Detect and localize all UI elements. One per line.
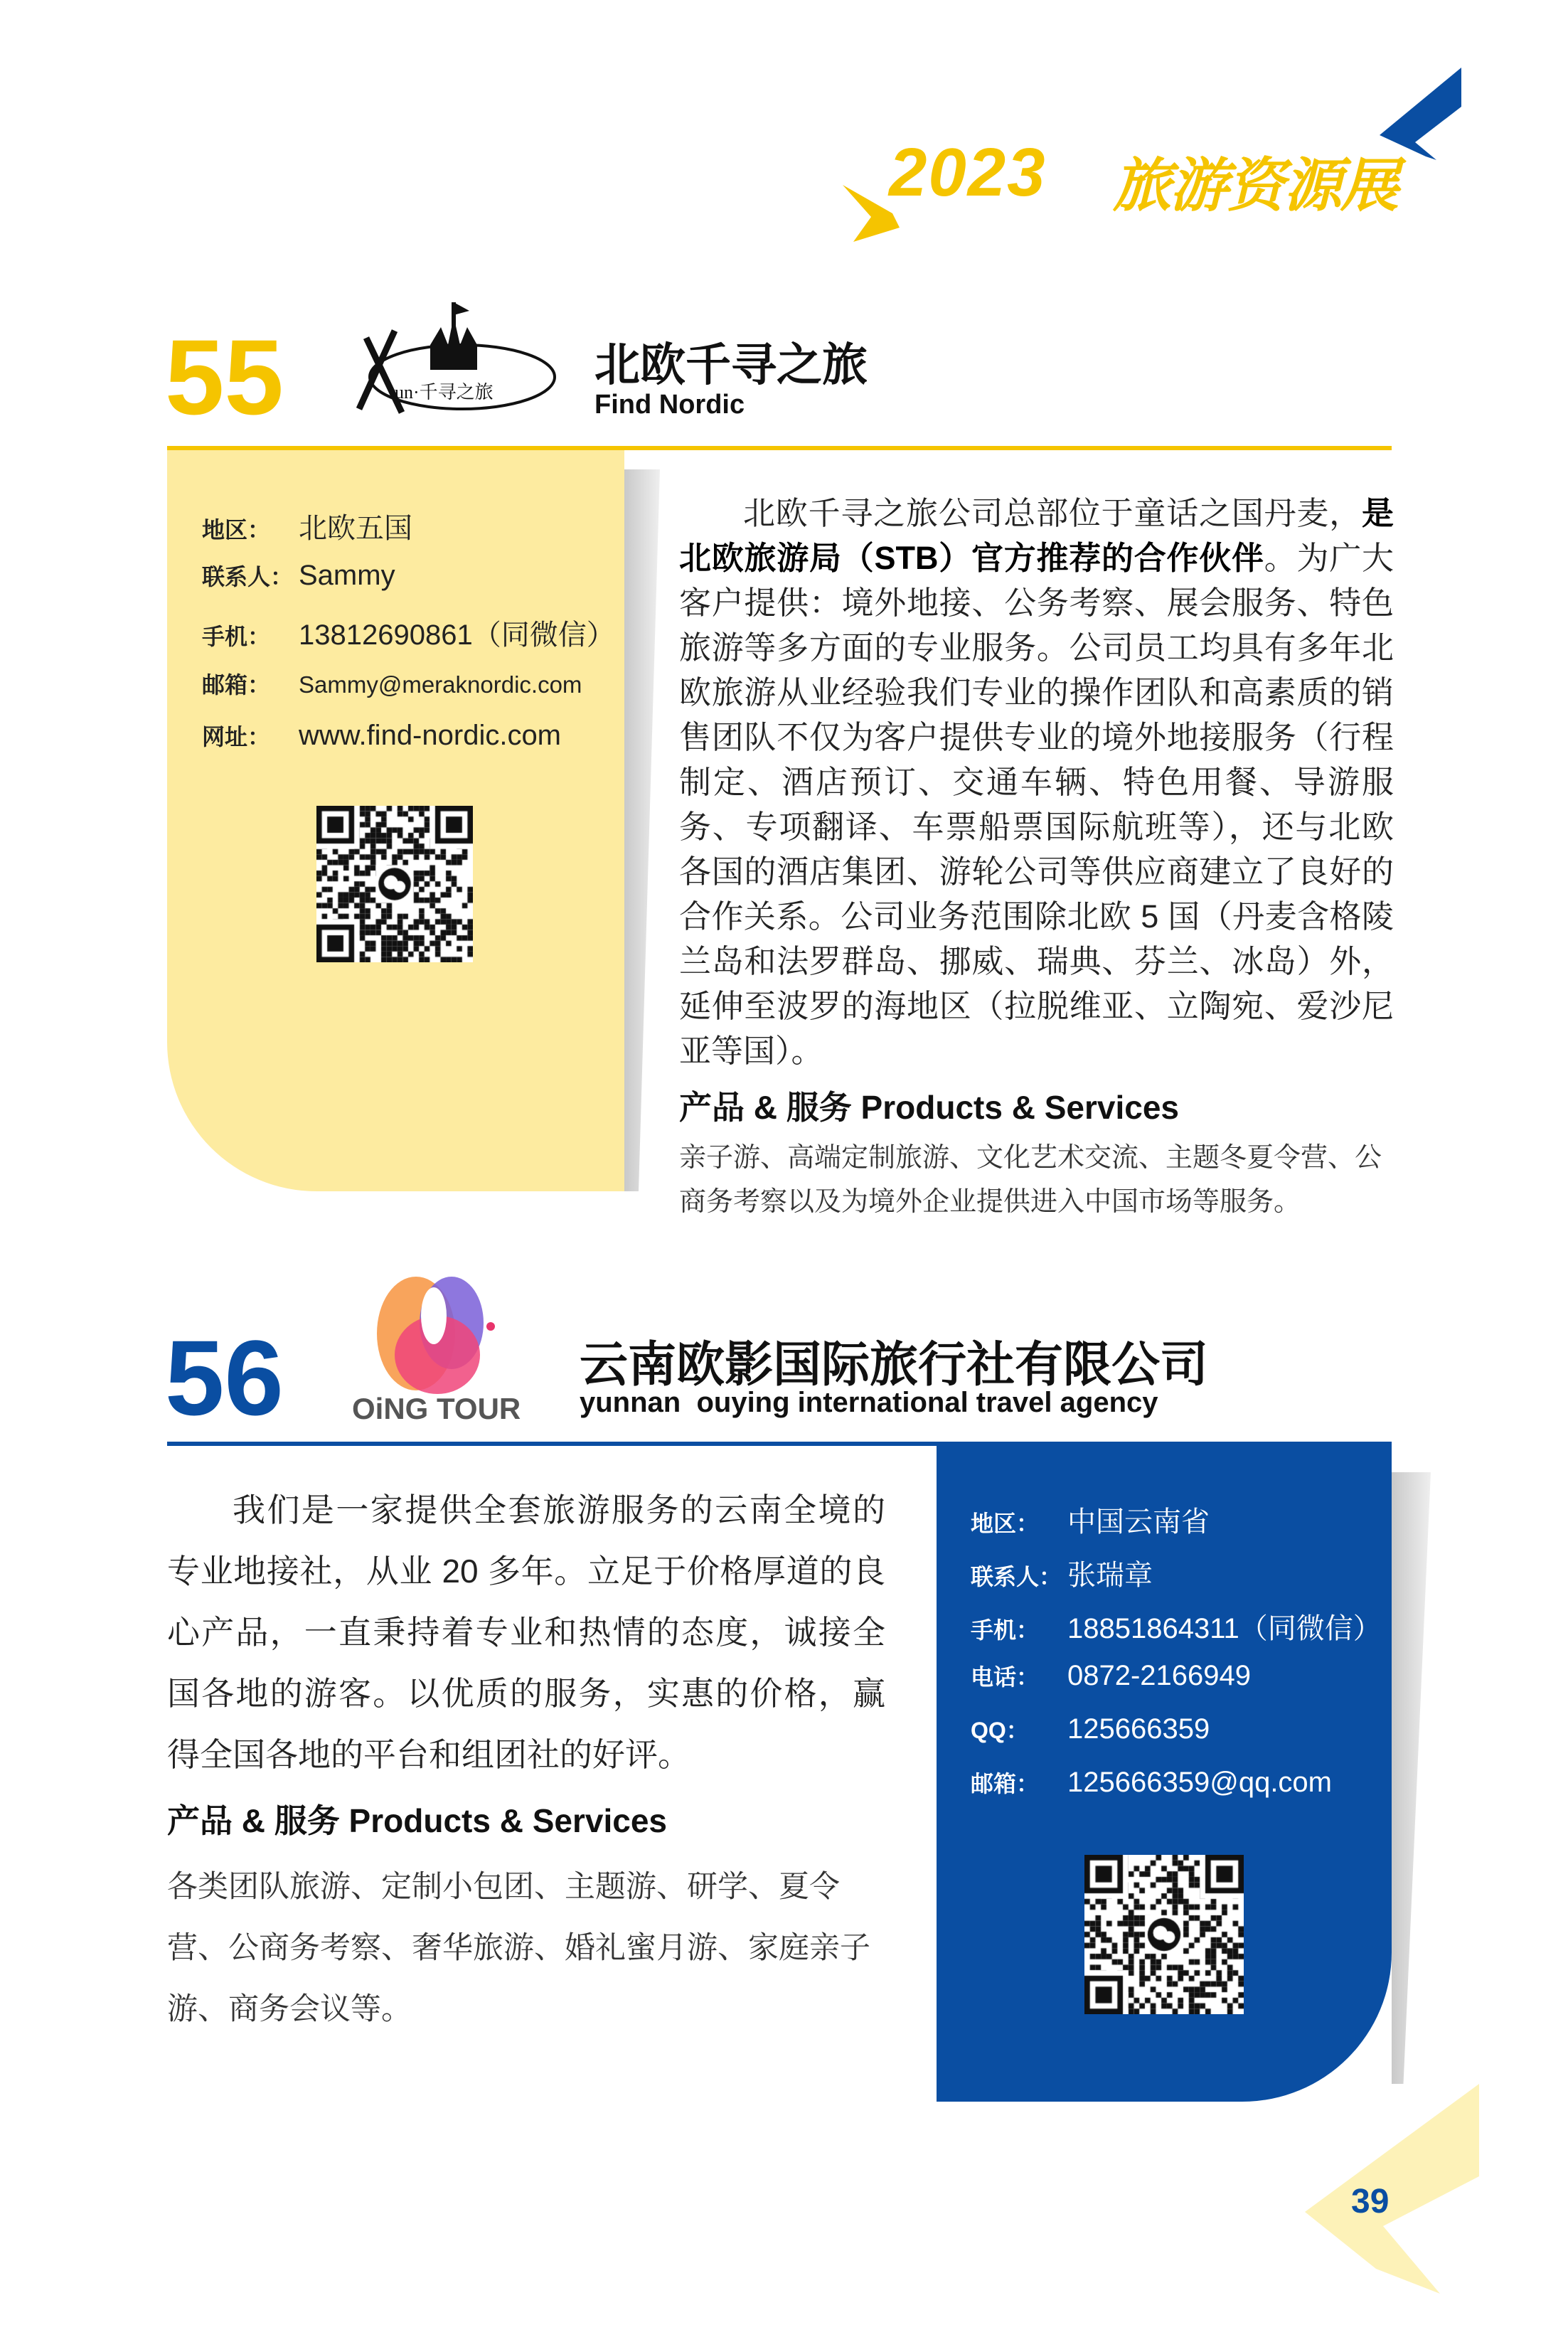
label-qq: QQ：	[971, 1718, 1029, 1743]
contact-card	[937, 1446, 1392, 2102]
value-email[interactable]: Sammy@meraknordic.com	[299, 671, 582, 698]
svg-text:un·千寻之旅: un·千寻之旅	[395, 382, 494, 403]
info-shadow	[1392, 1472, 1431, 2084]
company-title-en: yunnan ouying international travel agency	[580, 1387, 1158, 1418]
info-shadow	[624, 469, 660, 1191]
entry-number: 56	[165, 1318, 284, 1437]
oing-tour-logo	[348, 1255, 540, 1430]
company-title-cn: 北欧千寻之旅	[594, 339, 868, 390]
label-contact: 联系人：	[971, 1564, 1062, 1590]
value-region: 北欧五国	[299, 513, 412, 544]
header-year: 2023	[889, 134, 1047, 211]
company-title-en: Find Nordic	[594, 390, 745, 420]
value-region: 中国云南省	[1067, 1506, 1210, 1538]
entry-number: 55	[165, 317, 284, 437]
find-nordic-logo	[352, 288, 558, 423]
label-mobile: 手机：	[202, 624, 271, 649]
label-mobile: 手机：	[971, 1617, 1040, 1643]
company-description: 我们是一家提供全套旅游服务的云南全境的专业地接社，从业 20 多年。立足于价格厚道的良心产品，一直秉持着专业和热情的态度，诚接全国各地的游客。以优质的服务，实惠的价格，赢得全国各地的平台和组团社的好评。	[167, 1491, 885, 1773]
value-mobile: 13812690861（同微信）	[299, 619, 615, 651]
services-text: 亲子游、高端定制旅游、文化艺术交流、主题冬夏令营、公商务考察以及为境外企业提供进入中国市场等服务。	[679, 1143, 1382, 1217]
page-corner-chevron-icon	[1298, 2084, 1483, 2297]
label-phone: 电话：	[971, 1664, 1040, 1690]
company-title-cn: 云南欧影国际旅行社有限公司	[580, 1338, 1209, 1392]
label-region: 地区：	[971, 1511, 1040, 1536]
value-mobile: 18851864311（同微信）	[1067, 1613, 1382, 1644]
page-number: 39	[1351, 2183, 1390, 2220]
contact-card	[167, 450, 624, 1191]
value-qq: 125666359	[1067, 1713, 1210, 1745]
services-heading: 产品 & 服务 Products & Services	[167, 1802, 667, 1839]
value-website[interactable]: www.find-nordic.com	[299, 720, 562, 751]
services-heading: 产品 & 服务 Products & Services	[679, 1089, 1179, 1126]
qr-code	[316, 806, 473, 962]
svg-text:OiNG TOUR: OiNG TOUR	[352, 1392, 521, 1425]
label-contact: 联系人：	[202, 564, 294, 590]
label-email: 邮箱：	[202, 672, 271, 698]
label-email: 邮箱：	[971, 1771, 1040, 1797]
company-description: 北欧千寻之旅公司总部位于童话之国丹麦，是北欧旅游局（STB）官方推荐的合作伙伴。为广大客户提供：境外地接、公务考察、展会服务、特色旅游等多方面的专业服务。公司员工均具有多年北欧旅游从业经验我们专业的操作团队和高素质的销售团队不仅为客户提供专业的境外地接服务（行程制定、酒店预订、交通车辆、特色用餐、导游服务、专项翻译、车票船票国际航班等），还与北欧各国的酒店集团、游轮公司等供应商建立了良好的合作关系。公司业务范围除北欧 5 国（丹麦含格陵兰岛和法罗群岛、挪威、瑞典、芬兰、冰岛）外，延伸至波罗的海地区（拉脱维亚、立陶宛、爱沙尼亚等国）。	[679, 495, 1394, 1069]
services-text: 各类团队旅游、定制小包团、主题游、研学、夏令营、公商务考察、奢华旅游、婚礼蜜月游、家庭亲子游、商务会议等。	[167, 1870, 870, 2026]
qr-code	[1084, 1855, 1244, 2014]
company-info-column	[167, 1479, 885, 2040]
company-info-column	[679, 491, 1394, 1224]
value-contact: Sammy	[299, 560, 395, 591]
label-region: 地区：	[202, 517, 271, 543]
label-website: 网址：	[202, 724, 271, 750]
value-email[interactable]: 125666359@qq.com	[1067, 1767, 1332, 1798]
header-title: 旅游资源展	[1113, 154, 1397, 218]
value-contact: 张瑞章	[1067, 1560, 1153, 1591]
value-phone: 0872-2166949	[1067, 1660, 1252, 1691]
